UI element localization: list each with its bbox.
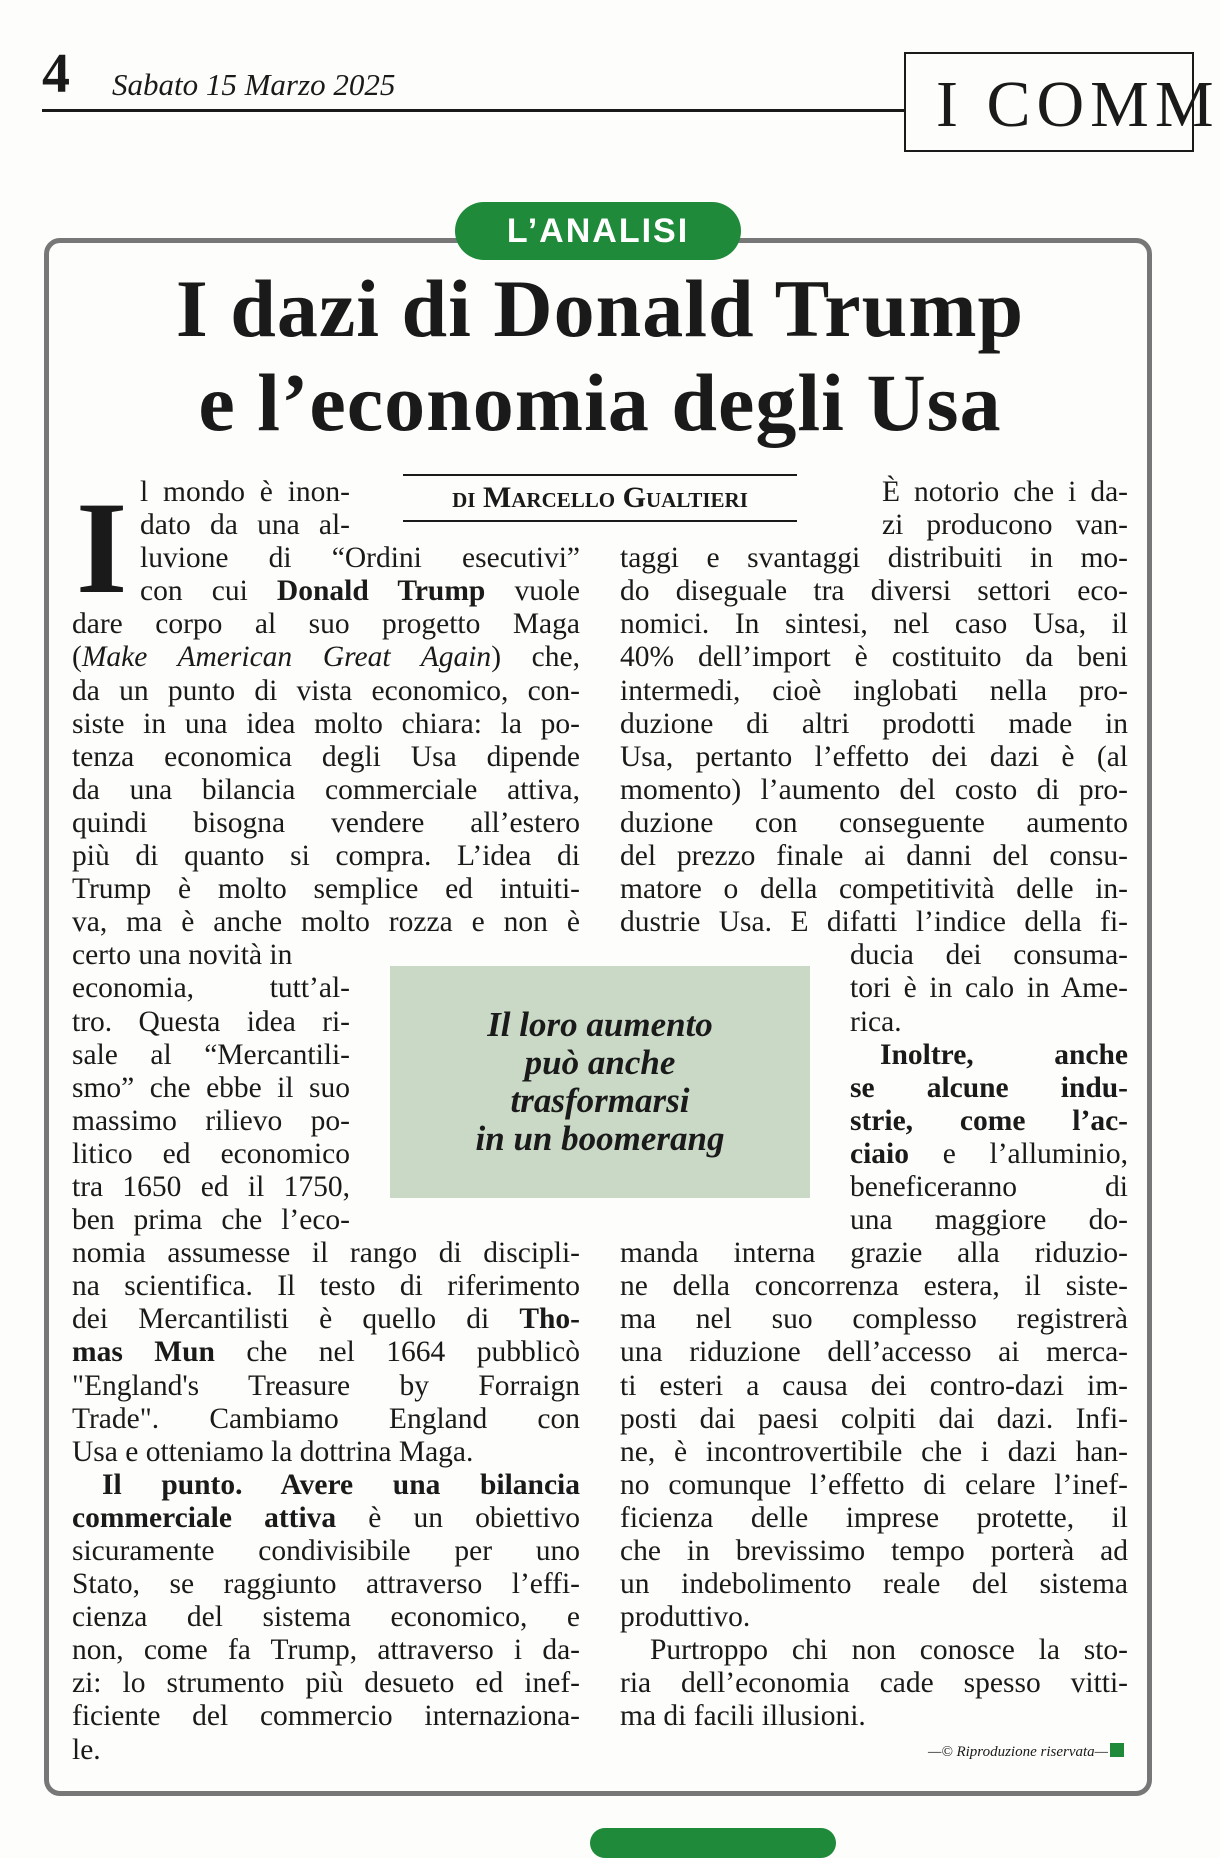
text-run: vuole xyxy=(485,575,580,608)
text-run: ) che, xyxy=(491,641,580,674)
pull-quote-line: trasformarsi xyxy=(510,1081,690,1120)
bold-text: strie, come l’ac- xyxy=(850,1104,1128,1137)
text-line: ficienza delle imprese protette, il xyxy=(620,1501,1128,1534)
text-line: duzione con conseguente aumento xyxy=(620,806,1128,839)
text-run: e l’alluminio, xyxy=(909,1137,1128,1170)
pull-quote xyxy=(390,966,810,1198)
text-line: tro. Questa idea ri- xyxy=(72,1005,350,1038)
text-line: posti dai paesi colpiti dai dazi. Infi- xyxy=(620,1402,1128,1435)
text-line: l mondo è inon- xyxy=(140,476,350,508)
text-line: tenza economica degli Usa dipende xyxy=(72,740,580,773)
text-line xyxy=(140,575,580,608)
text-line: più di quanto si compra. L’idea di xyxy=(72,840,580,873)
text-line: nomici. In sintesi, nel caso Usa, il xyxy=(620,608,1128,641)
text-line: zi: lo strumento più desueto ed inef- xyxy=(72,1667,580,1700)
pull-quote-line: può anche xyxy=(524,1043,676,1082)
text-line xyxy=(850,1105,1128,1138)
byline: di Marcello Gualtieri xyxy=(403,474,797,522)
next-section-tag xyxy=(590,1828,836,1858)
text-line: sale al “Mercantili- xyxy=(72,1038,350,1071)
text-line: duzione di altri prodotti made in xyxy=(620,707,1128,740)
text-line: da un punto di vista economico, con- xyxy=(72,674,580,707)
bold-text: commerciale attiva xyxy=(72,1501,337,1534)
text-line: luvione di “Ordini esecutivi” xyxy=(140,542,580,575)
copyright-text: —© Riproduzione riservata— xyxy=(927,1744,1108,1760)
text-line: ne della concorrenza estera, il siste- xyxy=(620,1270,1128,1303)
text-line: matore o della competitività delle in- xyxy=(620,873,1128,906)
text-line: ria dell’economia cade spesso vitti- xyxy=(620,1667,1128,1700)
text-run: dei Mercantilisti è quello di xyxy=(72,1303,520,1336)
text-line: intermedi, cioè inglobati nella pro- xyxy=(620,674,1128,707)
bold-text: Donald Trump xyxy=(276,575,486,608)
text-line: "England's Treasure by Forraign xyxy=(72,1369,580,1402)
text-line: un indebolimento reale del sistema xyxy=(620,1568,1128,1601)
text-line xyxy=(72,1502,580,1535)
text-line: smo” che ebbe il suo xyxy=(72,1071,350,1104)
text-line: È notorio che i da- xyxy=(882,476,1128,508)
text-line: tori è in calo in Ame- xyxy=(850,972,1128,1005)
masthead-title: I COMM xyxy=(936,68,1220,141)
headline-line-1: I dazi di Donald Trump xyxy=(175,263,1025,354)
text-line: ma nel suo complesso registrerà xyxy=(620,1303,1128,1336)
text-line: le. xyxy=(72,1733,101,1766)
text-line: momento) l’aumento del costo di pro- xyxy=(620,773,1128,806)
text-line: ben prima che l’eco- xyxy=(72,1204,350,1237)
text-line: che in brevissimo tempo porterà ad xyxy=(620,1535,1128,1567)
bold-text: Tho- xyxy=(519,1303,580,1336)
italic-text: Make American Great Again xyxy=(81,641,492,674)
text-line: no comunque l’effetto di celare l’inef- xyxy=(620,1468,1128,1501)
bold-text: ciaio xyxy=(850,1137,909,1170)
text-line: Trump è molto semplice ed intuiti- xyxy=(72,873,580,906)
text-line: zi producono van- xyxy=(882,509,1128,542)
text-line: cienza del sistema economico, e xyxy=(72,1601,580,1634)
text-line xyxy=(72,1303,580,1336)
text-line: taggi e svantaggi distribuiti in mo- xyxy=(620,542,1128,575)
text-line: certo una novità in xyxy=(72,939,293,972)
text-line: nomia assumesse il rango di discipli- xyxy=(72,1237,580,1270)
bold-text: Il punto. Avere una bilancia xyxy=(102,1468,580,1501)
text-line: va, ma è anche molto rozza e non è xyxy=(72,906,580,939)
headline-line-2: e l’economia degli Usa xyxy=(198,357,1002,448)
text-line: rica. xyxy=(850,1005,902,1038)
text-line: Usa, pertanto l’effetto dei dazi è (al xyxy=(620,740,1128,773)
text-run: è un obiettivo xyxy=(336,1501,580,1534)
text-line xyxy=(72,1336,580,1369)
text-line: produttivo. xyxy=(620,1601,751,1634)
text-line: na scientifica. Il testo di riferimento xyxy=(72,1270,580,1303)
header-rule xyxy=(42,109,904,112)
text-line: Purtroppo chi non conosce la sto- xyxy=(650,1634,1128,1667)
bold-text: se alcune indu- xyxy=(850,1071,1128,1104)
text-line: ma di facili illusioni. xyxy=(620,1700,866,1733)
text-line: tra 1650 ed il 1750, xyxy=(72,1170,350,1203)
text-run: con cui xyxy=(140,575,277,608)
text-line: da una bilancia commerciale attiva, xyxy=(72,773,580,806)
page-date: Sabato 15 Marzo 2025 xyxy=(112,67,396,102)
text-line xyxy=(72,641,580,674)
text-line xyxy=(850,1039,1128,1072)
text-line: 40% dell’import è costituito da beni xyxy=(620,641,1128,674)
text-line: dare corpo al suo progetto Maga xyxy=(72,608,580,641)
page-number: 4 xyxy=(42,43,70,105)
text-line: Stato, se raggiunto attraverso l’effi- xyxy=(72,1568,580,1601)
text-line: non, come fa Trump, attraverso i da- xyxy=(72,1634,580,1667)
text-line: ti esteri a causa dei contro-dazi im- xyxy=(620,1369,1128,1402)
text-line: ficiente del commercio internaziona- xyxy=(72,1700,580,1733)
text-line: do diseguale tra diversi settori eco- xyxy=(620,575,1128,608)
section-tag: L’ANALISI xyxy=(455,202,741,260)
text-line: manda interna grazie alla riduzio- xyxy=(620,1237,1128,1270)
drop-cap: I xyxy=(76,474,128,621)
text-line: del prezzo finale ai danni del consu- xyxy=(620,840,1128,873)
footer-note xyxy=(928,1743,1124,1761)
text-run: ( xyxy=(72,641,82,674)
text-line: beneficeranno di xyxy=(850,1170,1128,1203)
text-line: sicuramente condivisibile per uno xyxy=(72,1535,580,1567)
text-line xyxy=(102,1469,580,1502)
pull-quote-line: Il loro aumento xyxy=(487,1005,713,1044)
text-line: Trade". Cambiamo England con xyxy=(72,1402,580,1435)
text-line: dato da una al- xyxy=(140,509,350,542)
text-line: economia, tutt’al- xyxy=(72,972,350,1005)
text-line: ducia dei consuma- xyxy=(850,939,1128,972)
text-line xyxy=(850,1072,1128,1105)
text-line: siste in una idea molto chiara: la po- xyxy=(72,707,580,740)
headline xyxy=(70,262,1130,450)
text-line: ne, è incontrovertibile che i dazi han- xyxy=(620,1435,1128,1468)
text-line: litico ed economico xyxy=(72,1137,350,1170)
text-line: dustrie Usa. E difatti l’indice della fi- xyxy=(620,906,1128,939)
text-line: una riduzione dell’accesso ai merca- xyxy=(620,1336,1128,1369)
masthead-box xyxy=(904,52,1220,152)
text-line: una maggiore do- xyxy=(850,1204,1128,1237)
bold-text: Inoltre, anche xyxy=(880,1038,1128,1071)
end-mark-icon xyxy=(1110,1743,1124,1757)
text-line: Usa e otteniamo la dottrina Maga. xyxy=(72,1435,474,1468)
text-line: massimo rilievo po- xyxy=(72,1104,350,1137)
text-run: che nel 1664 pubblicò xyxy=(214,1336,580,1369)
bold-text: mas Mun xyxy=(72,1336,215,1369)
text-line: quindi bisogna vendere all’estero xyxy=(72,806,580,839)
pull-quote-line: in un boomerang xyxy=(475,1119,725,1158)
text-line xyxy=(850,1138,1128,1171)
